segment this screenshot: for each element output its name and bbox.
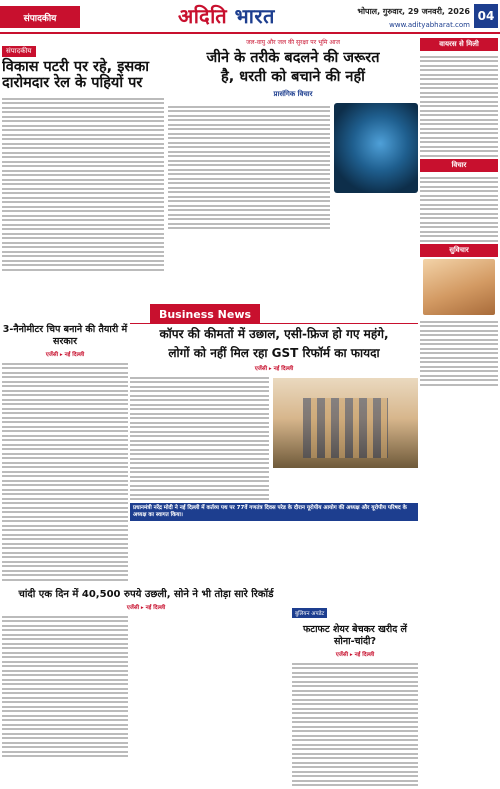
dateline: भोपाल, गुरुवार, 29 जनवरी, 2026 (357, 7, 470, 16)
feature-section: प्रासंगिक विचार (273, 90, 313, 98)
copper-body (130, 374, 269, 503)
silver-body (2, 613, 128, 760)
chip-body (2, 360, 128, 583)
bullion-body (292, 660, 418, 788)
feature-article (168, 38, 418, 296)
sidebar-box3-title: सुविचार (420, 244, 498, 257)
bullion-headline: फटाफट शेयर बेचकर खरीद लें सोना-चांदी? (302, 624, 407, 647)
silver-article (2, 588, 290, 788)
editorial-body (2, 95, 164, 273)
page-number: 04 (474, 4, 498, 28)
sidebar-box2-title: विचार (420, 159, 498, 172)
globe-image (334, 103, 418, 193)
feature-body (168, 103, 330, 232)
editorial-tag: संपादकीय (2, 46, 36, 57)
business-news-label: Business News (150, 304, 260, 324)
business-band-rule (130, 323, 418, 324)
editorial-column (2, 38, 164, 296)
parade-photo (273, 378, 418, 468)
sidebar-box1-title: वायरस से मिली (420, 38, 498, 51)
bullion-article (292, 600, 418, 788)
logo-part-b: भारत (234, 4, 275, 28)
website-link[interactable]: www.adityabharat.com (389, 21, 470, 29)
copper-headline-line1: कॉपर की कीमतों में उछाल, एसी-फ्रिज हो गए महंगे, (159, 327, 389, 341)
editorial-headline: विकास पटरी पर रहे, इसका दारोमदार रेल के पहियों पर (2, 59, 150, 91)
bullion-byline: एजेंसी ▸ नई दिल्ली (335, 652, 375, 658)
feature-kicker: जल-वायु और जल की सुरक्षा पर भूमि आज (246, 39, 340, 46)
sidebar-box1-body (420, 53, 498, 159)
chip-headline: 3-नैनोमीटर चिप बनाने की तैयारी में सरकार (2, 324, 128, 347)
portrait-image (423, 259, 495, 315)
business-news-band (130, 304, 418, 324)
photo-caption: प्रधानमंत्री नरेंद्र मोदी ने नई दिल्ली में कर्तव्य पथ पर 77वें गणतंत्र दिवस परेड के दौरान यूरोपीय आयोग की अध्यक्ष और यूरोपीय परिषद के अध्यक्ष का स्वागत किया। (130, 503, 418, 521)
copper-headline-line2: लोगों को नहीं मिल रहा GST रिफॉर्म का फायदा (168, 346, 380, 360)
section-tag: संपादकीय (0, 6, 80, 28)
sidebar-box2-body (420, 174, 498, 244)
chip-byline: एजेंसी ▸ नई दिल्ली (45, 352, 85, 358)
right-sidebar (420, 38, 498, 788)
copper-byline: एजेंसी ▸ नई दिल्ली (254, 366, 294, 372)
logo (178, 2, 275, 29)
silver-byline: एजेंसी ▸ नई दिल्ली (126, 605, 166, 611)
feature-headline-line2: है, धरती को बचाने की नहीं (221, 69, 365, 85)
feature-headline-line1: जीने के तरीके बदलने की जरूरत (206, 50, 380, 66)
silver-headline: चांदी एक दिन में 40,500 रुपये उछली, सोने ने भी तोड़ा सारे रिकॉर्ड (18, 589, 274, 600)
logo-part-a: अदिति (178, 4, 228, 28)
masthead (0, 0, 500, 40)
bullion-tag: बुलियन अपडेट (292, 608, 327, 618)
sidebar-box3-body (420, 318, 498, 388)
header-rule (0, 32, 500, 34)
